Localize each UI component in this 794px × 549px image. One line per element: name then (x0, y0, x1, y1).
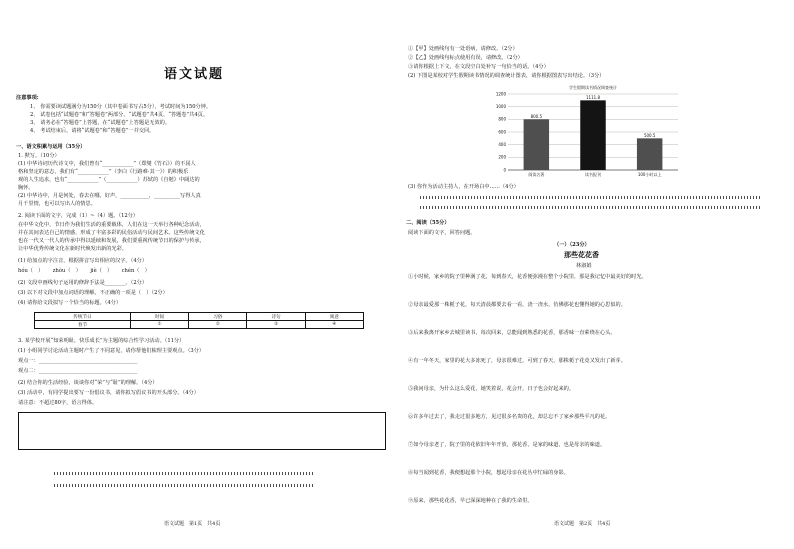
answer-box (18, 412, 386, 450)
paragraph: ⑦如今母亲老了，院子里的花依旧年年开放，那花香，是家的味道，也是母亲的味道。 (408, 442, 606, 448)
question-3: 3. 某学校开展“知荣明耻，快乐成长”为主题的综合性学习活动。（11分） (18, 338, 185, 344)
q3-line: (3) 活动中，有同学提出要写一份倡议书，请你拟写倡议书的开头部分。（4分） (18, 390, 199, 396)
sub-question: ①【甲】处画线句有一处语病，请修改。（2分） (408, 46, 518, 52)
answer-line (54, 472, 314, 475)
answer-line (420, 206, 760, 209)
table-cell: 诗句 (247, 313, 305, 321)
passage-line: (4) 请你给文段拟写一个恰当的标题。（4分） (18, 300, 122, 306)
answer-line (54, 484, 314, 487)
table-cell: ② (189, 321, 247, 329)
q1-line: 格和坚定的意志，我们有“____________”（李白《行路难·其一》）的积极乐 (18, 169, 189, 175)
bar-data-label: 1111.8 (586, 94, 600, 100)
sub-question: ②【乙】处画线句标点使用有误，请修改。（2分） (408, 55, 523, 61)
chart-bar (637, 138, 663, 170)
reading-survey-chart (468, 82, 718, 180)
pinyin-line: hóu（ ） zhòu（ ） jiè（ ） chén（ ） (18, 268, 150, 274)
table-cell: ③ (247, 321, 305, 329)
table-cell: 寓意 (305, 313, 363, 321)
paragraph: ③后来我离开家乡去城里读书，每次回来，总能闻到熟悉的花香，那香味一直萦绕在心头。 (408, 330, 616, 336)
passage-line: (1) 给加点的字注音，根据拼音写出相应的汉字。（4分） (18, 258, 148, 264)
passage-line: 让中华优秀传统文化在新时代焕发出新的光彩。 (18, 246, 127, 252)
y-tick-label: 600 (498, 129, 506, 135)
chart-y-ticks (496, 91, 507, 172)
question-1: 1. 默写。（10分） (18, 153, 60, 159)
festival-table (34, 312, 364, 329)
paragraph: ①小时候，家乡的院子里种满了花，每到春天，花香便弥漫在整个小院里，那是我记忆中最美好的时光。 (408, 274, 647, 280)
chart-bars (524, 95, 663, 170)
exam-title: 语文试题 (164, 67, 225, 82)
paragraph: ⑨原来，那些花花香，早已深深地种在了我的生命里。 (408, 498, 533, 504)
table-cell: 时间 (130, 313, 188, 321)
exam-sheet (8, 12, 786, 542)
part-label: （一）（23分） (554, 242, 590, 248)
question-2: 2. 阅读下面的文字，完成（1）~（4）题。（12分） (18, 213, 139, 219)
y-tick-label: 1200 (495, 91, 506, 97)
passage-line: (2) 文段中画线句子运用的修辞手法是________。（2分） (18, 280, 148, 286)
page-footer: 语文试题 第2页 共4页 (554, 521, 611, 527)
paragraph: ②母亲最爱那一株栀子花，每天清晨都要去看一看，浇一浇水，仿佛那花也懂得她的心思似的。 (408, 302, 626, 308)
bar-data-label: 500.5 (643, 132, 656, 138)
sub-question: (2) 下图是某校对学生假期读书情况的调查统计图表，请你根据图表写出结论。（3分） (408, 73, 605, 79)
table-row (35, 321, 364, 329)
paragraph: ⑧每当闻到花香，我便想起那个小院，想起母亲在花丛中忙碌的身影。 (408, 470, 569, 476)
section-heading: 二、阅读（55分） (406, 220, 450, 226)
note-line: 3、 请务必在“答题卷”上答题，在“试题卷”上答题是无效的。 (30, 120, 171, 126)
table-cell: 习俗 (189, 313, 247, 321)
chart-bar (524, 119, 550, 170)
chart-x-labels (528, 171, 661, 177)
q1-line: 月千里情，也可以写出人的情思。 (18, 201, 96, 207)
note-line: 1、 你需要读试题满分为150分（其中卷面书写占5分），考试时间为150分钟。 (30, 104, 212, 110)
notes-header: 注意事项: (16, 95, 39, 101)
section-heading: 一、语文积累与运用（35分） (16, 144, 86, 150)
x-tick-label: 读书报刊 (585, 172, 601, 177)
q1-line: 观的人生追求，也有“____________”（____________）苏轼的《自勉》中阔达的 (18, 177, 200, 183)
passage-line: 也在一代又一代人的传承中得以延续和发展，我们要重视传统节日的保护与传承， (18, 238, 205, 244)
sub-question: ③请你根据上下文，在文段空白处补写一句恰当的话。（4分） (408, 64, 549, 70)
q3-line: (2) 结合你的生活经验，谈谈你对“荣”与“耻”的理解。（4分） (18, 380, 158, 386)
page-footer: 语文试题 第1页 共4页 (164, 521, 221, 527)
bar-data-label: 800.5 (530, 113, 543, 119)
q1-line: 胸怀。 (18, 185, 34, 191)
q3-line: (1) 小组同学讨论活动主题时产生了不同意见，请你帮他们梳理主要观点。（3分） (18, 348, 205, 354)
table-cell: ④ (305, 321, 363, 329)
paragraph: ⑥许多年过去了，我走过很多地方，见过很多名贵的花，却总忘不了家乡那些平凡的花。 (408, 414, 611, 420)
q1-line: (1) 中华诗词历代诗文中，我们曾有“____________”（郑燮《竹石》）的不屈人 (18, 161, 196, 167)
q3-line: 请注意：不超过80字，语言得体。 (18, 400, 98, 406)
table-row (35, 313, 364, 321)
article-title: 那些花花香 (564, 250, 599, 259)
x-tick-label: 阅读名著 (528, 172, 545, 177)
chart-title: 学生假期读书情况调查统计 (569, 85, 617, 90)
x-tick-label: 100小时以上 (637, 172, 662, 177)
y-tick-label: 800 (498, 116, 506, 122)
q1-line: (2) 中华诗中，月是何处，春去在哪，好声，___________，__________写得人真 (18, 193, 201, 199)
table-cell: 传统节日 (35, 313, 131, 321)
passage-line: 并在其间表达自己的情感，形成了丰富多彩的民俗活动与民间艺术。这些传统文化 (18, 230, 205, 236)
q3-line: 观点一：______________________________________ (18, 358, 138, 364)
q3-line: 观点二：______________________________________ (18, 368, 138, 374)
left-page (14, 12, 392, 542)
table-cell: ① (130, 321, 188, 329)
table-cell: 春节 (35, 321, 131, 329)
chart-question: (3) 你作为活动主持人，在开场白中……（4分） (408, 184, 519, 190)
passage-line: (3) 以下对文段中加点词语的理解，不正确的一项是（ ）（2分） (18, 290, 168, 296)
chart-bar (580, 100, 606, 170)
note-line: 2、 试卷包括“试题卷”和“答题卷”两部分，“试题卷”共4页，“答题卷”共4页。 (30, 112, 209, 118)
paragraph: ④有一年冬天，家里的花大多冻死了，母亲很难过，可到了春天，那株栀子花竟又发出了新芽。 (408, 358, 626, 364)
passage-line: 在中华文化中，节日作为我们生活的重要载体，人们在这一天举行各种纪念活动， (18, 222, 205, 228)
right-page (404, 12, 782, 542)
article-author: 林淑娟 (576, 263, 592, 269)
y-tick-label: 200 (498, 154, 506, 160)
y-tick-label: 1000 (495, 103, 506, 109)
y-tick-label: 400 (498, 141, 506, 147)
note-line: 4、 考试结束后，请将“试题卷”和“答题卷”一并交回。 (30, 128, 155, 134)
paragraph: ⑤我问母亲，为什么这么爱花，她笑着说，花会开，日子也会好起来的。 (408, 386, 575, 392)
answer-line (420, 196, 760, 199)
y-tick-label: 0 (503, 167, 506, 173)
read-intro: 阅读下面的文字，回答问题。 (408, 230, 476, 236)
